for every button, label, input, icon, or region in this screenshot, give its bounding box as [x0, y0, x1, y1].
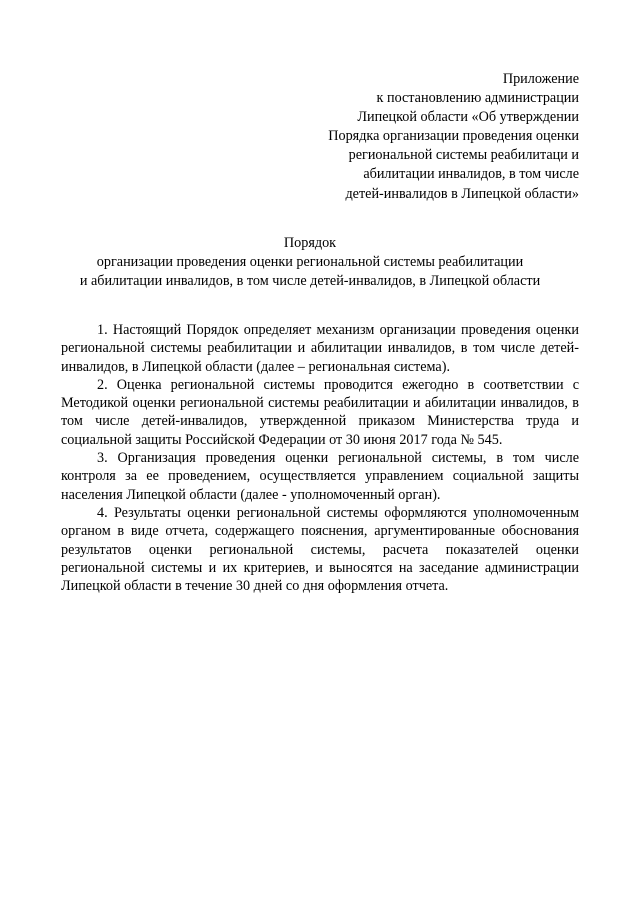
paragraph-3: 3. Организация проведения оценки региональной системы, в том числе контроля за ее проведением, осуществляется управлением социальной защиты населения Липецкой области (далее - уполномоченный орган).: [61, 450, 579, 503]
document-subtitle-line: и абилитации инвалидов, в том числе детей-инвалидов, в Липецкой области: [79, 273, 541, 289]
paragraph-2: 2. Оценка региональной системы проводится ежегодно в соответствии с Методикой оценки региональной системы реабилитации и абилитации инвалидов, в том числе детей-инвалидов, утвержденной приказом Министерства труда и социальной защиты Российской Федерации от 30 июня 2017 года № 545.: [61, 376, 579, 448]
appendix-line: Липецкой области «Об утверждении: [357, 109, 579, 126]
document-subtitle-line: организации проведения оценки региональной системы реабилитации: [96, 254, 524, 270]
document-body: [61, 321, 579, 595]
appendix-line: к постановлению администрации: [376, 90, 579, 107]
appendix-line: региональной системы реабилитаци и: [348, 147, 579, 164]
paragraph-1: 1. Настоящий Порядок определяет механизм организации проведения оценки региональной системы реабилитации и абилитации инвалидов, в том числе детей-инвалидов, в Липецкой области (далее – региональная система).: [61, 322, 579, 375]
document-title-block: [0, 234, 620, 291]
appendix-line: детей-инвалидов в Липецкой области»: [345, 185, 579, 202]
appendix-line: абилитации инвалидов, в том числе: [363, 166, 579, 183]
appendix-line: Порядка организации проведения оценки: [328, 128, 579, 145]
document-title: Порядок: [283, 235, 337, 251]
appendix-header: [279, 70, 579, 204]
paragraph-4: 4. Результаты оценки региональной системы оформляются уполномоченным органом в виде отчета, содержащего пояснения, аргументированные обоснования результатов оценки региональной системы, расчета показателей оценки региональной системы и их критериев, и выносятся на заседание администрации Липецкой области в течение 30 дней со дня оформления отчета.: [61, 504, 579, 595]
appendix-line: Приложение: [502, 71, 579, 87]
